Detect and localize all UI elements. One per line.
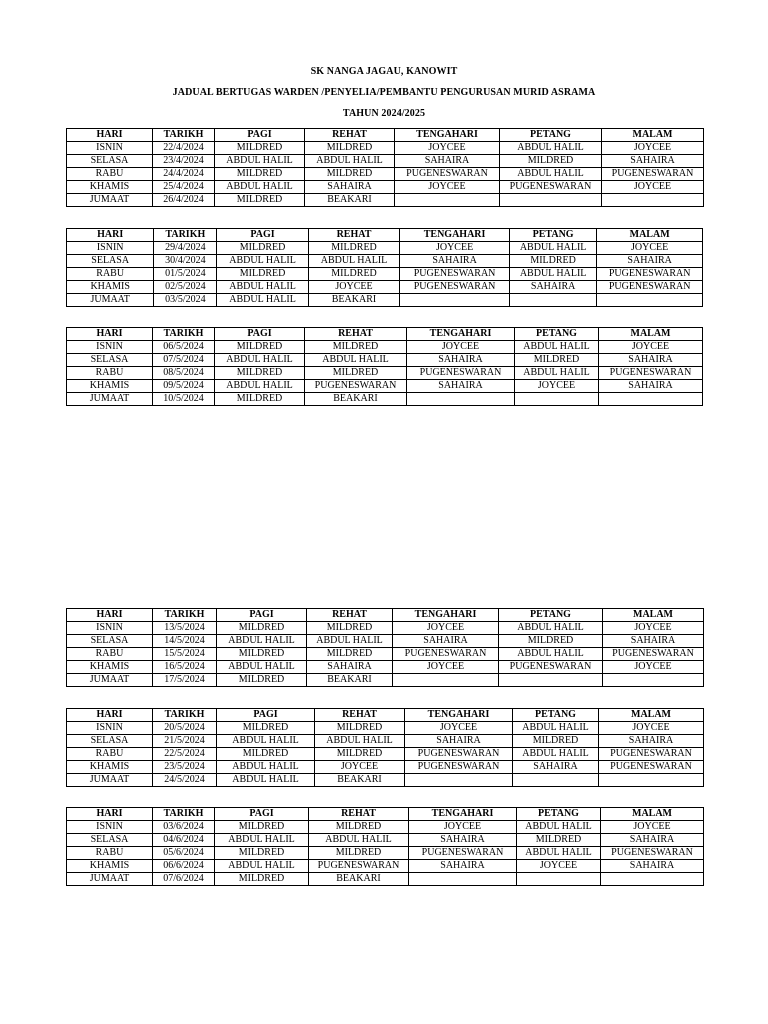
table-cell: MILDRED (305, 341, 407, 354)
column-header: HARI (67, 129, 153, 142)
table-cell: 08/5/2024 (153, 367, 215, 380)
table-cell: PUGENESWARAN (405, 761, 513, 774)
table-cell (603, 674, 704, 687)
column-header: HARI (67, 709, 153, 722)
table-cell: SAHAIRA (305, 181, 395, 194)
table-cell: SELASA (67, 834, 153, 847)
column-header: REHAT (315, 709, 405, 722)
table-cell: MILDRED (500, 155, 602, 168)
table-cell: 22/5/2024 (153, 748, 217, 761)
column-header: PETANG (513, 709, 599, 722)
table-cell (599, 393, 703, 406)
table-cell (500, 194, 602, 207)
table-cell (400, 294, 510, 307)
table-cell: MILDRED (513, 735, 599, 748)
column-header: PAGI (215, 808, 309, 821)
column-header: TENGAHARI (407, 328, 515, 341)
table-cell: MILDRED (217, 674, 307, 687)
column-header: PAGI (215, 328, 305, 341)
table-cell: PUGENESWARAN (409, 847, 517, 860)
table-cell: MILDRED (307, 622, 393, 635)
table-cell: JOYCEE (515, 380, 599, 393)
table-cell: 10/5/2024 (153, 393, 215, 406)
table-cell: SAHAIRA (513, 761, 599, 774)
table-cell: MILDRED (315, 722, 405, 735)
table-cell: ABDUL HALIL (308, 255, 399, 268)
table-row (67, 281, 703, 294)
table-cell: JUMAAT (67, 774, 153, 787)
table-cell (599, 774, 704, 787)
table-cell: 21/5/2024 (153, 735, 217, 748)
table-cell: ABDUL HALIL (499, 622, 603, 635)
table-cell: RABU (67, 847, 153, 860)
column-header: HARI (67, 808, 153, 821)
table-cell: 04/6/2024 (153, 834, 215, 847)
table-cell (499, 674, 603, 687)
column-header: TARIKH (153, 129, 215, 142)
table-cell: JOYCEE (602, 181, 704, 194)
table-cell: PUGENESWARAN (499, 661, 603, 674)
table-cell: KHAMIS (67, 380, 153, 393)
table-cell: SAHAIRA (409, 860, 517, 873)
table-row (67, 847, 704, 860)
table-cell: MILDRED (215, 873, 309, 886)
table-cell: ABDUL HALIL (513, 722, 599, 735)
table-row (67, 735, 704, 748)
table-cell: MILDRED (215, 367, 305, 380)
column-header: TARIKH (153, 328, 215, 341)
table-cell: 17/5/2024 (153, 674, 217, 687)
column-header: TARIKH (153, 808, 215, 821)
table-cell: PUGENESWARAN (400, 281, 510, 294)
table-cell: JOYCEE (315, 761, 405, 774)
table-row (67, 142, 704, 155)
table-cell (395, 194, 500, 207)
column-header: MALAM (599, 328, 703, 341)
table-row (67, 393, 703, 406)
table-header-row (67, 328, 703, 341)
table-cell: ABDUL HALIL (217, 255, 308, 268)
table-cell: JOYCEE (597, 242, 703, 255)
table-cell: MILDRED (215, 393, 305, 406)
table-row (67, 722, 704, 735)
column-header: REHAT (308, 229, 399, 242)
table-cell: 01/5/2024 (154, 268, 217, 281)
table-cell: 26/4/2024 (153, 194, 215, 207)
table-cell: 22/4/2024 (153, 142, 215, 155)
table-cell: ABDUL HALIL (500, 142, 602, 155)
table-cell: SELASA (67, 255, 154, 268)
table-row (67, 168, 704, 181)
table-cell: ISNIN (67, 341, 153, 354)
table-cell: PUGENESWARAN (309, 860, 409, 873)
table-cell: MILDRED (215, 821, 309, 834)
column-header: TARIKH (154, 229, 217, 242)
column-header: PAGI (217, 229, 308, 242)
table-cell: JOYCEE (400, 242, 510, 255)
table-row (67, 268, 703, 281)
table-cell: ISNIN (67, 622, 153, 635)
table-cell: MILDRED (215, 168, 305, 181)
table-cell: BEAKARI (308, 294, 399, 307)
table-cell (509, 294, 596, 307)
table-cell: PUGENESWARAN (305, 380, 407, 393)
table-cell: ABDUL HALIL (307, 635, 393, 648)
table-row (67, 155, 704, 168)
table-cell: MILDRED (517, 834, 601, 847)
table-cell: 15/5/2024 (153, 648, 217, 661)
table-cell: ABDUL HALIL (515, 367, 599, 380)
table-row (67, 748, 704, 761)
table-cell: JOYCEE (393, 622, 499, 635)
table-cell: SAHAIRA (599, 735, 704, 748)
table-cell: ABDUL HALIL (509, 268, 596, 281)
table-cell: ABDUL HALIL (215, 834, 309, 847)
table-cell: ABDUL HALIL (509, 242, 596, 255)
table-cell: 29/4/2024 (154, 242, 217, 255)
table-header-row (67, 609, 704, 622)
table-cell: RABU (67, 367, 153, 380)
table-cell: MILDRED (217, 722, 315, 735)
table-cell (597, 294, 703, 307)
column-header: REHAT (307, 609, 393, 622)
table-cell: ABDUL HALIL (305, 155, 395, 168)
table-cell: JUMAAT (67, 294, 154, 307)
table-cell: JOYCEE (308, 281, 399, 294)
column-header: REHAT (305, 129, 395, 142)
table-row (67, 834, 704, 847)
table-cell: ABDUL HALIL (515, 341, 599, 354)
table-cell: JOYCEE (405, 722, 513, 735)
table-cell: PUGENESWARAN (601, 847, 704, 860)
document-title: JADUAL BERTUGAS WARDEN /PENYELIA/PEMBANTU PENGURUSAN MURID ASRAMA (172, 87, 596, 98)
table-cell (405, 774, 513, 787)
table-cell: BEAKARI (305, 194, 395, 207)
column-header: TARIKH (153, 609, 217, 622)
column-header: HARI (67, 609, 153, 622)
table-cell: MILDRED (305, 142, 395, 155)
table-cell: ABDUL HALIL (217, 294, 308, 307)
table-cell: PUGENESWARAN (393, 648, 499, 661)
table-cell: 23/5/2024 (153, 761, 217, 774)
table-row (67, 354, 703, 367)
table-cell: PUGENESWARAN (602, 168, 704, 181)
table-cell: ABDUL HALIL (517, 821, 601, 834)
table-cell: 13/5/2024 (153, 622, 217, 635)
table-cell: PUGENESWARAN (407, 367, 515, 380)
table-cell: ABDUL HALIL (217, 635, 307, 648)
table-cell: SAHAIRA (599, 354, 703, 367)
table-cell: ISNIN (67, 142, 153, 155)
table-row (67, 674, 704, 687)
table-row (67, 380, 703, 393)
table-cell: JOYCEE (395, 142, 500, 155)
column-header: TENGAHARI (409, 808, 517, 821)
table-cell: PUGENESWARAN (500, 181, 602, 194)
column-header: REHAT (309, 808, 409, 821)
table-cell: JOYCEE (603, 622, 704, 635)
table-cell: ABDUL HALIL (215, 155, 305, 168)
table-cell: JOYCEE (599, 722, 704, 735)
table-cell: 06/5/2024 (153, 341, 215, 354)
column-header: PETANG (500, 129, 602, 142)
table-cell: MILDRED (308, 242, 399, 255)
table-cell: MILDRED (315, 748, 405, 761)
column-header: PAGI (217, 609, 307, 622)
table-cell: JOYCEE (395, 181, 500, 194)
table-cell: ABDUL HALIL (309, 834, 409, 847)
table-cell (409, 873, 517, 886)
column-header: PETANG (499, 609, 603, 622)
table-row (67, 774, 704, 787)
column-header: TENGAHARI (395, 129, 500, 142)
table-cell: 07/6/2024 (153, 873, 215, 886)
table-cell: SAHAIRA (393, 635, 499, 648)
table-cell: KHAMIS (67, 661, 153, 674)
table-cell (513, 774, 599, 787)
table-cell: SELASA (67, 735, 153, 748)
column-header: MALAM (603, 609, 704, 622)
table-cell (517, 873, 601, 886)
table-cell: JOYCEE (517, 860, 601, 873)
table-cell: 20/5/2024 (153, 722, 217, 735)
column-header: MALAM (601, 808, 704, 821)
column-header: PETANG (517, 808, 601, 821)
table-row (67, 873, 704, 886)
table-cell: MILDRED (217, 242, 308, 255)
table-cell: PUGENESWARAN (603, 648, 704, 661)
table-cell: 03/6/2024 (153, 821, 215, 834)
table-cell: ISNIN (67, 242, 154, 255)
table-cell: MILDRED (515, 354, 599, 367)
table-cell: ISNIN (67, 722, 153, 735)
table-header-row (67, 808, 704, 821)
table-cell: MILDRED (305, 168, 395, 181)
table-cell: ABDUL HALIL (215, 354, 305, 367)
table-cell: SAHAIRA (405, 735, 513, 748)
table-cell: ABDUL HALIL (517, 847, 601, 860)
column-header: MALAM (602, 129, 704, 142)
table-cell: KHAMIS (67, 281, 154, 294)
column-header: MALAM (597, 229, 703, 242)
table-cell: PUGENESWARAN (395, 168, 500, 181)
table-row (67, 661, 704, 674)
table-cell: PUGENESWARAN (405, 748, 513, 761)
column-header: PAGI (217, 709, 315, 722)
table-cell: ABDUL HALIL (217, 774, 315, 787)
table-cell: SAHAIRA (603, 635, 704, 648)
table-cell: BEAKARI (307, 674, 393, 687)
table-header-row (67, 229, 703, 242)
column-header: TARIKH (153, 709, 217, 722)
table-row (67, 367, 703, 380)
table-cell (601, 873, 704, 886)
table-row (67, 181, 704, 194)
table-cell: ABDUL HALIL (215, 860, 309, 873)
table-cell: ISNIN (67, 821, 153, 834)
table-cell: MILDRED (215, 847, 309, 860)
table-header-row (67, 709, 704, 722)
table-cell: PUGENESWARAN (597, 281, 703, 294)
table-cell: SAHAIRA (597, 255, 703, 268)
table-cell: 24/4/2024 (153, 168, 215, 181)
table-cell: PUGENESWARAN (599, 761, 704, 774)
table-cell: MILDRED (309, 847, 409, 860)
table-cell: BEAKARI (309, 873, 409, 886)
table-cell: ABDUL HALIL (315, 735, 405, 748)
table-cell: 30/4/2024 (154, 255, 217, 268)
table-row (67, 648, 704, 661)
column-header: HARI (67, 229, 154, 242)
table-cell: MILDRED (509, 255, 596, 268)
table-cell: MILDRED (215, 341, 305, 354)
table-cell: JOYCEE (407, 341, 515, 354)
table-row (67, 294, 703, 307)
table-cell: JOYCEE (601, 821, 704, 834)
roster-table-2 (66, 228, 703, 307)
table-cell: 24/5/2024 (153, 774, 217, 787)
table-cell: SELASA (67, 155, 153, 168)
table-cell: JUMAAT (67, 393, 153, 406)
table-cell: SAHAIRA (395, 155, 500, 168)
roster-table-5 (66, 708, 704, 787)
table-cell: SAHAIRA (407, 354, 515, 367)
table-row (67, 761, 704, 774)
table-cell: KHAMIS (67, 761, 153, 774)
table-cell: MILDRED (217, 648, 307, 661)
table-cell (393, 674, 499, 687)
table-cell: 23/4/2024 (153, 155, 215, 168)
table-cell: MILDRED (309, 821, 409, 834)
roster-table-3 (66, 327, 703, 406)
roster-table-6 (66, 807, 704, 886)
table-cell: BEAKARI (305, 393, 407, 406)
table-cell (602, 194, 704, 207)
column-header: PETANG (509, 229, 596, 242)
table-cell: SAHAIRA (307, 661, 393, 674)
table-cell: SAHAIRA (509, 281, 596, 294)
table-cell: MILDRED (215, 194, 305, 207)
table-cell: MILDRED (217, 748, 315, 761)
school-year: TAHUN 2024/2025 (342, 108, 426, 119)
table-row (67, 622, 704, 635)
column-header: PETANG (515, 328, 599, 341)
table-row (67, 821, 704, 834)
table-cell: JOYCEE (602, 142, 704, 155)
table-cell: ABDUL HALIL (215, 380, 305, 393)
table-cell: SAHAIRA (599, 380, 703, 393)
column-header: MALAM (599, 709, 704, 722)
table-cell: SAHAIRA (409, 834, 517, 847)
table-cell: PUGENESWARAN (597, 268, 703, 281)
table-cell: RABU (67, 168, 153, 181)
table-row (67, 341, 703, 354)
table-cell: SAHAIRA (602, 155, 704, 168)
table-cell: JUMAAT (67, 194, 153, 207)
table-cell: ABDUL HALIL (500, 168, 602, 181)
table-cell: SAHAIRA (400, 255, 510, 268)
table-cell: ABDUL HALIL (217, 281, 308, 294)
table-cell: KHAMIS (67, 860, 153, 873)
column-header: TENGAHARI (400, 229, 510, 242)
table-row (67, 194, 704, 207)
table-cell: 02/5/2024 (154, 281, 217, 294)
table-cell: MILDRED (217, 268, 308, 281)
school-name: SK NANGA JAGAU, KANOWIT (310, 66, 458, 77)
table-cell: JOYCEE (603, 661, 704, 674)
table-cell: MILDRED (308, 268, 399, 281)
table-cell: 03/5/2024 (154, 294, 217, 307)
table-cell: 05/6/2024 (153, 847, 215, 860)
table-row (67, 860, 704, 873)
table-cell: SAHAIRA (601, 860, 704, 873)
table-cell: MILDRED (215, 142, 305, 155)
table-cell: JOYCEE (409, 821, 517, 834)
column-header: HARI (67, 328, 153, 341)
column-header: TENGAHARI (405, 709, 513, 722)
table-cell: RABU (67, 748, 153, 761)
table-cell: JUMAAT (67, 873, 153, 886)
column-header: PAGI (215, 129, 305, 142)
table-cell: ABDUL HALIL (305, 354, 407, 367)
table-cell: ABDUL HALIL (217, 735, 315, 748)
table-cell (407, 393, 515, 406)
table-cell: ABDUL HALIL (217, 761, 315, 774)
table-cell: ABDUL HALIL (513, 748, 599, 761)
table-cell: PUGENESWARAN (599, 367, 703, 380)
table-cell: JOYCEE (393, 661, 499, 674)
table-row (67, 635, 704, 648)
table-cell: ABDUL HALIL (217, 661, 307, 674)
table-cell: 09/5/2024 (153, 380, 215, 393)
roster-table-1 (66, 128, 704, 207)
column-header: REHAT (305, 328, 407, 341)
table-cell: PUGENESWARAN (599, 748, 704, 761)
table-cell: 16/5/2024 (153, 661, 217, 674)
table-cell (515, 393, 599, 406)
table-cell: JUMAAT (67, 674, 153, 687)
table-cell: SELASA (67, 354, 153, 367)
table-cell: MILDRED (217, 622, 307, 635)
table-cell: MILDRED (499, 635, 603, 648)
table-cell: MILDRED (307, 648, 393, 661)
table-cell: RABU (67, 268, 154, 281)
table-cell: BEAKARI (315, 774, 405, 787)
table-row (67, 242, 703, 255)
table-row (67, 255, 703, 268)
table-cell: JOYCEE (599, 341, 703, 354)
table-cell: ABDUL HALIL (215, 181, 305, 194)
table-cell: SAHAIRA (407, 380, 515, 393)
column-header: TENGAHARI (393, 609, 499, 622)
table-cell: RABU (67, 648, 153, 661)
table-cell: SAHAIRA (601, 834, 704, 847)
table-cell: KHAMIS (67, 181, 153, 194)
roster-table-4 (66, 608, 704, 687)
table-cell: MILDRED (305, 367, 407, 380)
table-cell: PUGENESWARAN (400, 268, 510, 281)
table-cell: ABDUL HALIL (499, 648, 603, 661)
table-cell: 07/5/2024 (153, 354, 215, 367)
table-cell: SELASA (67, 635, 153, 648)
table-header-row (67, 129, 704, 142)
table-cell: 06/6/2024 (153, 860, 215, 873)
table-cell: 14/5/2024 (153, 635, 217, 648)
table-cell: 25/4/2024 (153, 181, 215, 194)
